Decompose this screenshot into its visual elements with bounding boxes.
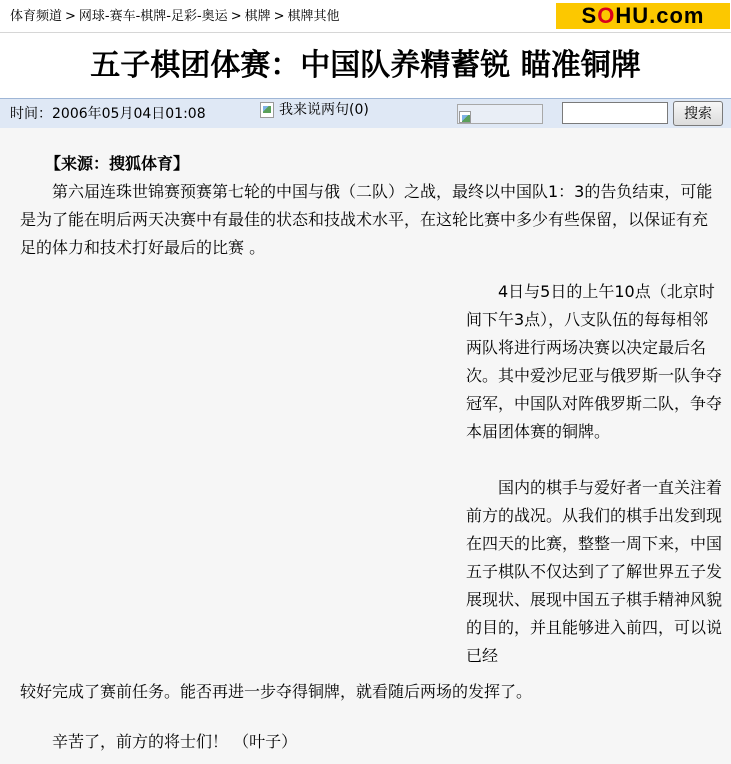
paragraph-1: 第六届连珠世锦赛预赛第七轮的中国与俄（二队）之战，最终以中国队1：3的告负结束，可能是为了能在明后两天决赛中有最佳的状态和技战术水平，在这轮比赛中多少有些保留，以保证有充足的体力和技术打好最后的比赛 。 (20, 182, 713, 257)
paragraph-3: 国内的棋手与爱好者一直关注着前方的战况。从我们的棋手出发到现在四天的比赛，整整一周下来，中国五子棋队不仅达到了了解世界五子发展现状、展现中国五子棋手精神风貌的目的，并且能够进入前四，可以说已经 (466, 478, 723, 665)
sohu-logo[interactable] (556, 3, 730, 29)
search-input[interactable] (562, 102, 668, 124)
search-button[interactable]: 搜索 (673, 101, 723, 126)
sohu-logo-text: SOHU.com (581, 3, 705, 28)
comment-link-label: 我来说两句(0) (279, 102, 369, 118)
paragraph-3-continued: 较好完成了赛前任务。能否再进一步夺得铜牌，就看随后两场的发挥了。 (20, 682, 533, 701)
breadcrumb-chess-cards[interactable]: 棋牌 (244, 9, 271, 24)
article-body (0, 128, 731, 764)
broken-image-icon (459, 111, 471, 123)
info-bar (0, 98, 731, 130)
publish-time: 时间：2006年05月04日01:08 (10, 106, 206, 122)
breadcrumb (10, 9, 340, 25)
comment-icon (260, 102, 274, 118)
breadcrumb-chess-other[interactable]: 棋牌其他 (287, 9, 340, 24)
page-title: 五子棋团体赛：中国队养精蓄锐 瞄准铜牌 (90, 48, 641, 83)
breadcrumb-separator: > (273, 9, 285, 24)
right-column-text (466, 278, 722, 670)
comment-link[interactable] (260, 102, 369, 118)
banner-image-placeholder[interactable] (457, 104, 543, 124)
article-source: 【来源：搜狐体育】 (45, 154, 190, 173)
breadcrumb-sports-channel[interactable]: 体育频道 (10, 9, 63, 24)
breadcrumb-tennis-racing-chess[interactable]: 网球-赛车-棋牌-足彩-奥运 (78, 9, 228, 24)
breadcrumb-separator: > (65, 9, 76, 24)
closing-line: 辛苦了，前方的将士们！ （叶子） (52, 732, 298, 751)
breadcrumb-separator: > (230, 9, 242, 24)
paragraph-2: 4日与5日的上午10点（北京时间下午3点），八支队伍的每每相邻两队将进行两场决赛以决定最后名次。其中爱沙尼亚与俄罗斯一队争夺冠军，中国队对阵俄罗斯二队，争夺本届团体赛的铜牌。 (466, 282, 723, 441)
top-bar (0, 0, 731, 33)
